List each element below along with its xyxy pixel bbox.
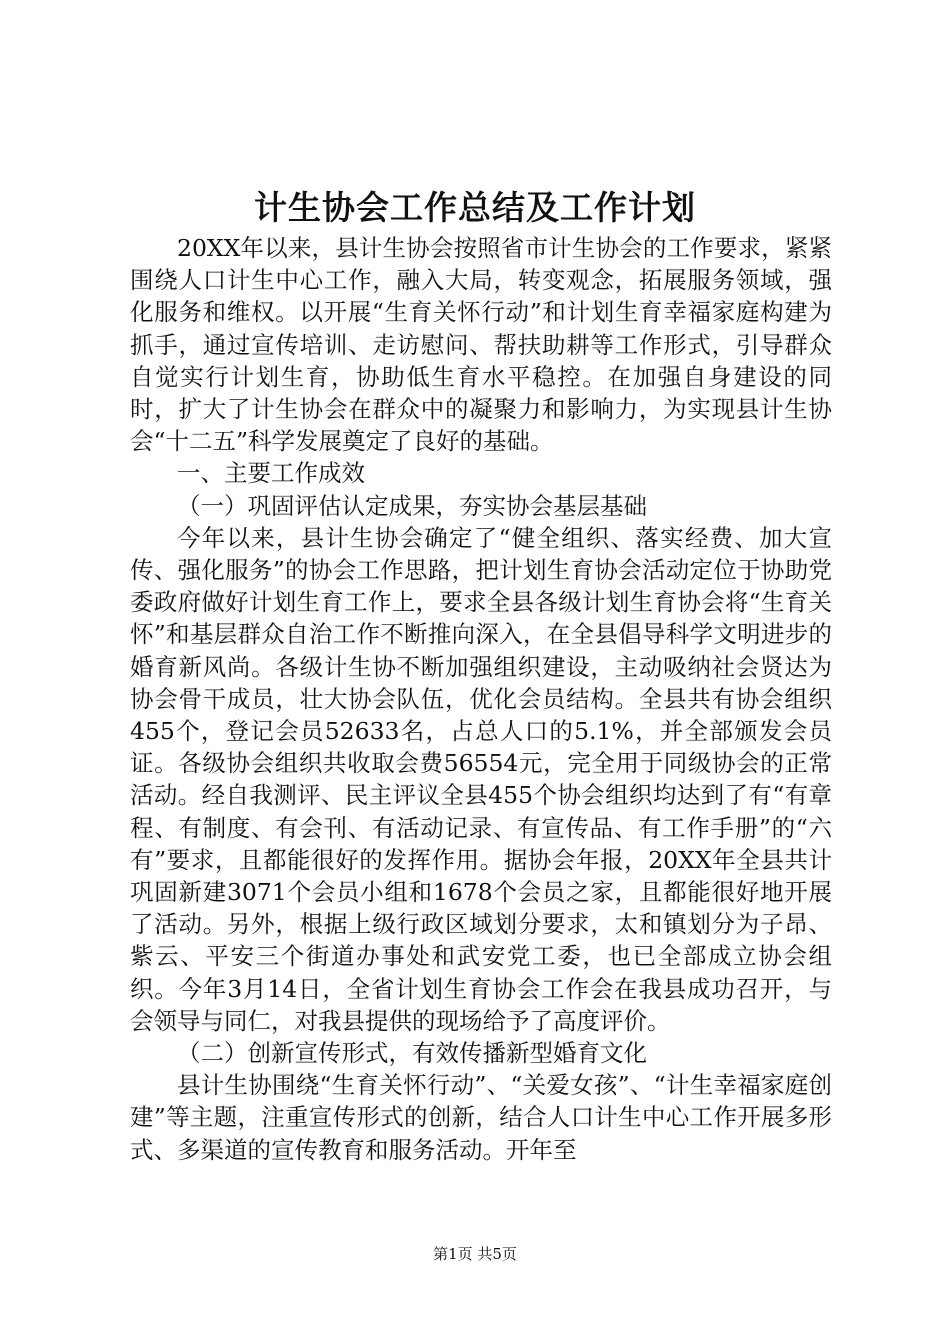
paragraph-intro: 20XX年以来，县计生协会按照省市计生协会的工作要求，紧紧围绕人口计生中心工作，融入大局，转变观念，拓展服务领域，强化服务和维权。以开展“生育关怀行动”和计划生育幸福家庭构建为抓手，通过宣传培训、走访慰问、帮扶助耕等工作形式，引导群众自觉实行计划生育，协助低生育水平稳控。在加强自身建设的同时，扩大了计生协会在群众中的凝聚力和影响力，为实现县计生协会“十二五”科学发展奠定了良好的基础。 — [130, 234, 832, 456]
paragraph-body: 今年以来，县计生协会确定了“健全组织、落实经费、加大宣传、强化服务”的协会工作思路，把计划生育协会活动定位于协助党委政府做好计划生育工作上，要求全县各级计划生育协会将“生育关怀”和基层群众自治工作不断推向深入，在全县倡导科学文明进步的婚育新风尚。各级计生协不断加强组织建设，主动吸纳社会贤达为协会骨干成员，壮大协会队伍，优化会员结构。全县共有协会组织455个，登记会员52633名，占总人口的5.1%，并全部颁发会员证。各级协会组织共收取会费56554元，完全用于同级协会的正常活动。经自我测评、民主评议全县455个协会组织均达到了有“有章程、有制度、有会刊、有活动记录、有宣传品、有工作手册”的“六有”要求，且都能很好的发挥作用。据协会年报，20XX年全县共计巩固新建3071个会员小组和1678个会员之家，且都能很好地开展了活动。另外，根据上级行政区域划分要求，太和镇划分为子昂、紫云、平安三个街道办事处和武安党工委，也已全部成立协会组织。今年3月14日，全省计划生育协会工作会在我县成功召开，与会领导与同仁，对我县提供的现场给予了高度评价。 — [130, 523, 832, 1035]
subsection-heading: （二）创新宣传形式，有效传播新型婚育文化 — [177, 1039, 647, 1068]
page-footer: 第1页 共5页 — [433, 1245, 517, 1263]
section-heading: 一、主要工作成效 — [177, 459, 365, 488]
paragraph-body: 县计生协围绕“生育关怀行动”、“关爱女孩”、“计生幸福家庭创建”等主题，注重宣传形式的创新，结合人口计生中心工作开展多形式、多渠道的宣传教育和服务活动。开年至 — [130, 1071, 832, 1164]
document-title: 计生协会工作总结及工作计划 — [254, 188, 696, 227]
subsection-heading: （一）巩固评估认定成果，夯实协会基层基础 — [177, 491, 647, 520]
document-body — [130, 232, 832, 1166]
